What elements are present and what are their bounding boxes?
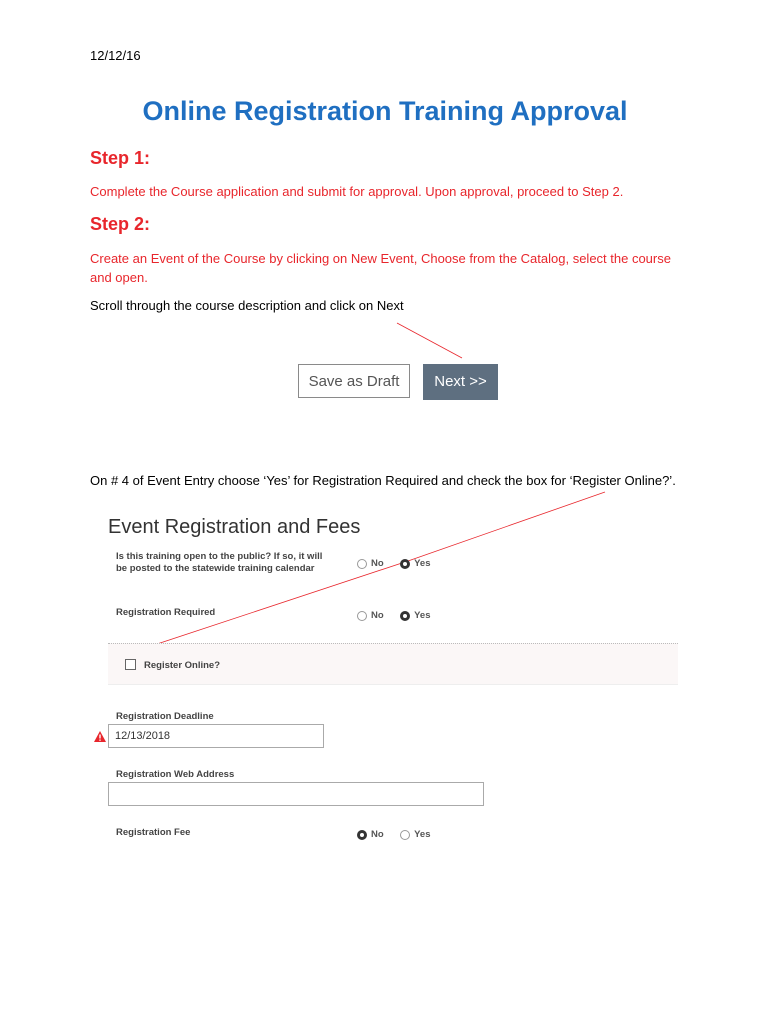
public-no-label: No — [371, 558, 384, 570]
public-question-label: Is this training open to the public? If so, it will be posted to the statewide training calendar — [116, 551, 323, 574]
public-yes-label: Yes — [414, 558, 431, 570]
step1-text: Complete the Course application and submit for approval. Upon approval, proceed to Step 2. — [90, 184, 624, 199]
save-as-draft-button[interactable]: Save as Draft — [298, 364, 410, 398]
public-yes-radio[interactable] — [400, 559, 410, 569]
arrow-to-yes — [408, 492, 605, 561]
step1-heading: Step 1: — [90, 148, 151, 168]
registration-required-no-radio[interactable] — [357, 611, 367, 621]
registration-required-yes-label: Yes — [414, 610, 431, 622]
registration-required-no-label: No — [371, 610, 384, 622]
public-no-radio[interactable] — [357, 559, 367, 569]
registration-fee-no-label: No — [371, 829, 384, 841]
step4-instruction: On # 4 of Event Entry choose ‘Yes’ for Registration Required and check the box for ‘Register Online?’. — [90, 473, 676, 488]
warning-icon — [94, 731, 106, 742]
scroll-instruction: Scroll through the course description and click on Next — [90, 298, 404, 313]
register-online-checkbox[interactable] — [125, 659, 136, 670]
registration-required-yes-radio[interactable] — [400, 611, 410, 621]
document-title: Online Registration Training Approval — [142, 96, 628, 126]
registration-fee-radio-group — [357, 826, 443, 844]
form-heading: Event Registration and Fees — [108, 516, 361, 538]
document-date: 12/12/16 — [90, 48, 141, 63]
registration-required-radio-group — [357, 607, 443, 625]
registration-required-label: Registration Required — [116, 607, 216, 618]
step2-text: Create an Event of the Course by clicking on New Event, Choose from the Catalog, select the course and open. — [90, 251, 671, 285]
register-online-label: Register Online? — [144, 660, 221, 671]
registration-fee-label: Registration Fee — [116, 827, 191, 838]
registration-fee-yes-radio[interactable] — [400, 830, 410, 840]
registration-web-address-label: Registration Web Address — [116, 769, 235, 780]
registration-fee-yes-label: Yes — [414, 829, 431, 841]
arrow-to-next — [397, 323, 462, 358]
registration-fee-no-radio[interactable] — [357, 830, 367, 840]
registration-deadline-label: Registration Deadline — [116, 711, 214, 722]
registration-deadline-input[interactable]: 12/13/2018 — [108, 724, 324, 748]
registration-web-address-input[interactable] — [108, 782, 484, 806]
step2-heading: Step 2: — [90, 214, 151, 234]
next-button[interactable]: Next >> — [423, 364, 498, 400]
public-radio-group — [357, 555, 443, 573]
